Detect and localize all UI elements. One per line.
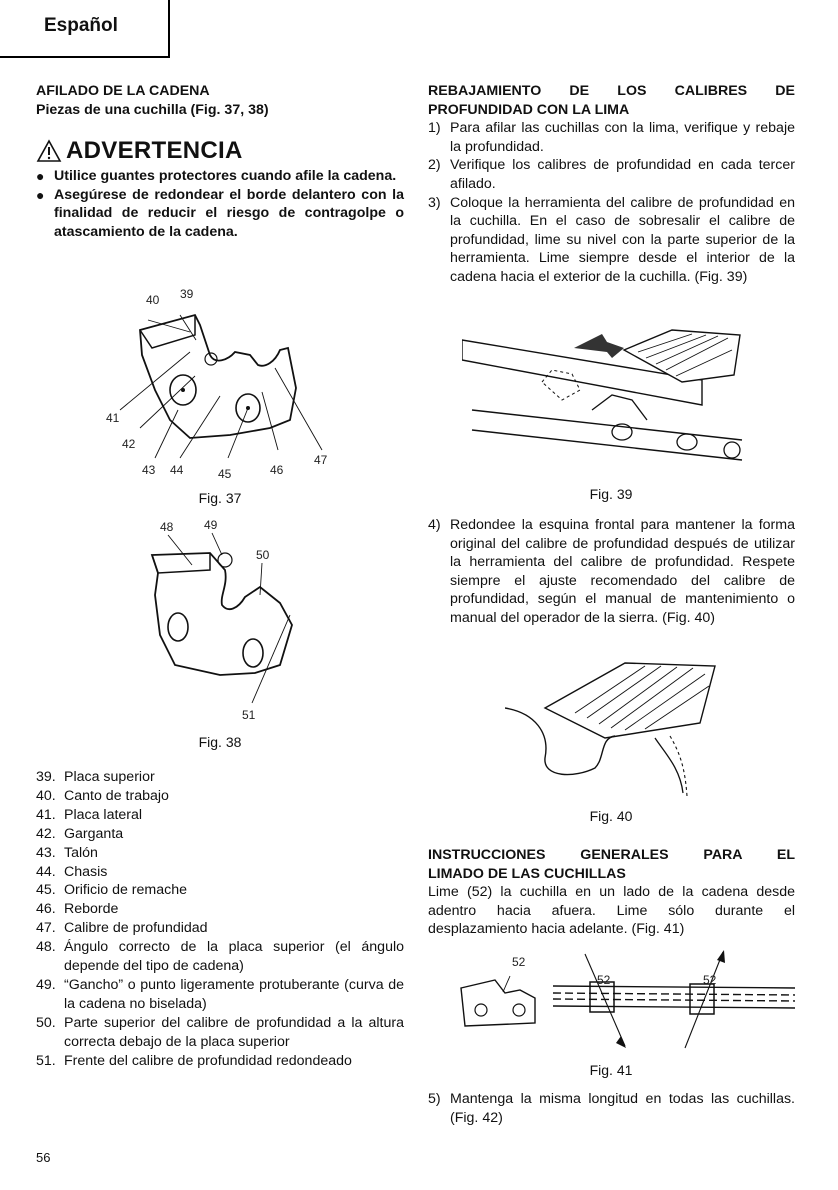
language-label: Español xyxy=(44,15,118,36)
warning-triangle-icon xyxy=(36,139,62,163)
language-tab xyxy=(0,0,170,58)
warning-label: ADVERTENCIA xyxy=(66,136,243,164)
step-item: 2) Verifique los calibres de profundidad en cada tercer afilado. xyxy=(428,157,795,192)
left-column xyxy=(36,82,404,242)
fig40-caption: Fig. 40 xyxy=(589,808,633,824)
fig41-caption: Fig. 41 xyxy=(589,1062,633,1078)
callout-52: 52 xyxy=(597,973,611,987)
page-number: 56 xyxy=(36,1150,51,1165)
figure-39-depth-gauge-tool xyxy=(462,320,762,480)
step-item: 1) Para afilar las cuchillas con la lima, verifique y rebaje la profundidad. xyxy=(428,120,795,155)
bullet-icon: ● xyxy=(36,168,45,185)
callout-42: 42 xyxy=(122,437,136,451)
section-heading-cont: PROFUNDIDAD CON LA LIMA xyxy=(428,101,630,118)
step-item: 3) Coloque la herramienta del calibre de profundidad en la cuchilla. En el caso de sobresalir el calibre de profundidad, lime su nivel con la parte superior de la herramienta. Lime siempre desde el interior de la cadena hacia el exterior de la cuchilla. (Fig. 39) xyxy=(428,194,795,285)
bullet-icon: ● xyxy=(36,186,45,203)
figure-38-cutter-angles xyxy=(130,515,310,725)
legend-item: 44. Chasis xyxy=(36,863,108,880)
subheading: Piezas de una cuchilla (Fig. 37, 38) xyxy=(36,101,269,118)
section-heading: REBAJAMIENTO DE LOS CALIBRES DE xyxy=(428,83,795,99)
step-item: 4) Redondee la esquina frontal para mantener la forma original del calibre de profundidad después de utilizar la herramienta del calibre de profundidad. Respete siempre el ajuste recomendado del calibre de profundidad, según el manual de mantenimiento o manual del operador de la sierra. (Fig. 40) xyxy=(428,517,795,626)
legend-item: 43. Talón xyxy=(36,844,98,861)
callout-49: 49 xyxy=(204,518,218,532)
fig39-caption: Fig. 39 xyxy=(589,486,633,502)
warning-item: ● Utilice guantes protectores cuando afile la cadena. xyxy=(36,168,397,185)
step-item: 5) Mantenga la misma longitud en todas las cuchillas. (Fig. 42) xyxy=(428,1091,795,1126)
callout-47: 47 xyxy=(314,453,328,467)
callout-52: 52 xyxy=(512,955,526,969)
warning-item: ● Asegúrese de redondear el borde delantero con la finalidad de reducir el riesgo de contragolpe o atascamiento de la cadena. xyxy=(36,186,404,240)
callout-39: 39 xyxy=(180,287,194,301)
legend-item: 49. “Gancho” o punto ligeramente protuberante (curva de la cadena no biselada) xyxy=(36,976,404,1012)
right-column xyxy=(428,82,795,287)
step5-block xyxy=(428,1090,795,1127)
section-heading-cont: LIMADO DE LAS CUCHILLAS xyxy=(428,865,626,882)
callout-45: 45 xyxy=(218,467,232,481)
parts-legend xyxy=(36,768,404,1071)
callout-51: 51 xyxy=(242,708,256,722)
callout-50: 50 xyxy=(256,548,270,562)
step4-block xyxy=(428,516,795,628)
legend-item: 47. Calibre de profundidad xyxy=(36,920,208,937)
figure-41-filing-direction xyxy=(455,948,800,1058)
section-heading: INSTRUCCIONES GENERALES PARA EL xyxy=(428,847,795,863)
fig37-caption: Fig. 37 xyxy=(198,490,242,506)
legend-item: 46. Reborde xyxy=(36,901,119,918)
section2-block xyxy=(428,846,795,939)
callout-52: 52 xyxy=(703,973,717,987)
callout-41: 41 xyxy=(106,411,120,425)
callout-46: 46 xyxy=(270,463,284,477)
legend-item: 48. Ángulo correcto de la placa superior (el ángulo depende del tipo de cadena) xyxy=(36,939,404,975)
callout-44: 44 xyxy=(170,463,184,477)
legend-item: 42. Garganta xyxy=(36,825,124,842)
legend-item: 51. Frente del calibre de profundidad redondeado xyxy=(36,1052,352,1069)
legend-item: 41. Placa lateral xyxy=(36,806,143,823)
legend-item: 39. Placa superior xyxy=(36,769,155,785)
figure-37-cutter-parts xyxy=(100,280,350,485)
callout-43: 43 xyxy=(142,463,156,477)
steps-list xyxy=(428,119,795,286)
figure-40-rounding-gauge xyxy=(505,658,725,798)
legend-item: 40. Canto de trabajo xyxy=(36,787,169,804)
callout-48: 48 xyxy=(160,520,174,534)
callout-40: 40 xyxy=(146,293,160,307)
section2-body: Lime (52) la cuchilla en un lado de la cadena desde adentro hacia afuera. Lime sólo durante el desplazamiento hacia adelante. (Fig. 41) xyxy=(428,884,795,938)
fig38-caption: Fig. 38 xyxy=(198,734,242,750)
warning-title xyxy=(36,136,404,164)
legend-item: 45. Orificio de remache xyxy=(36,882,188,899)
section-heading: AFILADO DE LA CADENA xyxy=(36,83,210,99)
legend-item: 50. Parte superior del calibre de profundidad a la altura correcta debajo de la placa superior xyxy=(36,1014,404,1050)
